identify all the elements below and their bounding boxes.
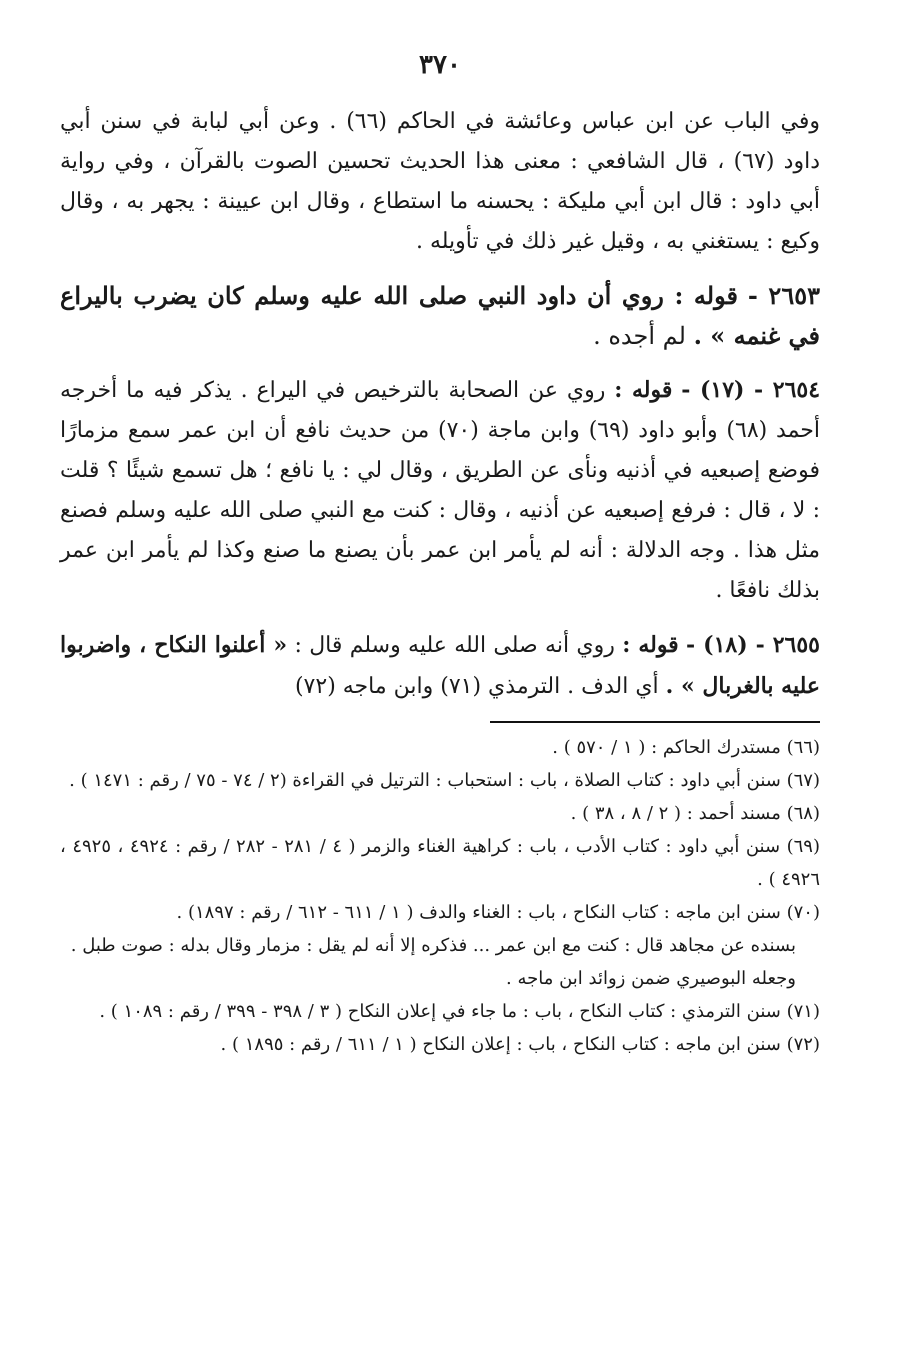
- page-content: [60, 50, 820, 1061]
- entry-text: لم أجده .: [593, 322, 686, 350]
- entry-number: ٢٦٥٥ - (١٨) -: [686, 632, 820, 658]
- footnote-71: (٧١) سنن الترمذي : كتاب النكاح ، باب : ما جاء في إعلان النكاح ( ٣ / ٣٩٨ - ٣٩٩ / رقم : ١٠٨٩ ) .: [99, 1001, 820, 1022]
- footnotes: [60, 731, 820, 1061]
- entry-bold-text: قوله : روي أن داود النبي صلى الله عليه وسلم كان يضرب باليراع في غنمه » .: [60, 281, 820, 350]
- paragraph-1: وفي الباب عن ابن عباس وعائشة في الحاكم (٦٦) . وعن أبي لبابة في سنن أبي داود (٦٧) ، قال الشافعي : معنى هذا الحديث تحسين الصوت بالقرآن ، وفي رواية أبي داود : قال ابن أبي مليكة : يحسنه ما استطاع ، وقال ابن عيينة : يجهر به ، وقال وكيع : يستغني به ، وقيل غير ذلك في تأويله .: [60, 109, 820, 254]
- entry-bold-quote: « أعلنوا النكاح ، واضربوا عليه بالغربال » .: [60, 632, 820, 699]
- paragraph-2653: [60, 276, 820, 356]
- paragraph-2654: [60, 370, 820, 611]
- entry-text-end: أي الدف . الترمذي (٧١) وابن ماجه (٧٢): [294, 674, 659, 699]
- entry-bold-text: قوله :: [622, 632, 679, 658]
- footnote-66: (٦٦) مستدرك الحاكم : ( ١ / ٥٧٠ ) .: [552, 737, 820, 758]
- footnote-70: (٧٠) سنن ابن ماجه : كتاب النكاح ، باب : الغناء والدف ( ١ / ٦١١ - ٦١٢ / رقم : ١٨٩٧) .: [176, 902, 820, 923]
- entry-text: روي عن الصحابة بالترخيص في اليراع . يذكر فيه ما أخرجه أحمد (٦٨) وأبو داود (٦٩) وابن ماجة (٧٠) من حديث نافع أن ابن عمر سمع مزمارًا فوضع إصبعيه في أذنيه ونأى عن الطريق ، وقال لي : يا نافع ؛ هل تسمع شيئًا ؟ قلت : لا ، قال : فرفع إصبعيه عن أذنيه ، وقال : كنت مع النبي صلى الله عليه وسلم فصنع مثل هذا . وجه الدلالة : أنه لم يأمر ابن عمر بأن يصنع ما صنع وكذا لم يأمر ابن عمر بذلك نافعًا .: [60, 378, 821, 603]
- entry-number: ٢٦٥٣ -: [747, 281, 820, 310]
- entry-bold-text: قوله :: [614, 377, 673, 403]
- page-number: ٣٧٠: [419, 50, 461, 80]
- footnote-72: (٧٢) سنن ابن ماجه : كتاب النكاح ، باب : إعلان النكاح ( ١ / ٦١١ / رقم : ١٨٩٥ ) .: [220, 1034, 820, 1055]
- footnote-69: (٦٩) سنن أبي داود : كتاب الأدب ، باب : كراهية الغناء والزمر ( ٤ / ٢٨١ - ٢٨٢ / رقم : ٤٩٢٤ ، ٤٩٢٥ ، ٤٩٢٦ ) .: [60, 836, 821, 890]
- footnote-divider: [490, 721, 820, 723]
- footnote-note-1: بسنده عن مجاهد قال : كنت مع ابن عمر ... فذكره إلا أنه لم يقل : مزمار وقال بدله : صوت طبل .: [70, 935, 796, 956]
- entry-number: ٢٦٥٤ - (١٧) -: [681, 377, 821, 403]
- footnote-68: (٦٨) مسند أحمد : ( ٢ / ٨ ، ٣٨ ) .: [570, 803, 820, 824]
- footnote-note-2: وجعله البوصيري ضمن زوائد ابن ماجه .: [506, 968, 796, 989]
- footnote-67: (٦٧) سنن أبي داود : كتاب الصلاة ، باب : استحباب : الترتيل في القراءة (٢ / ٧٤ - ٧٥ / رقم : ١٤٧١ ) .: [69, 770, 820, 791]
- entry-text: روي أنه صلى الله عليه وسلم قال :: [294, 633, 615, 658]
- paragraph-2655: [60, 625, 820, 707]
